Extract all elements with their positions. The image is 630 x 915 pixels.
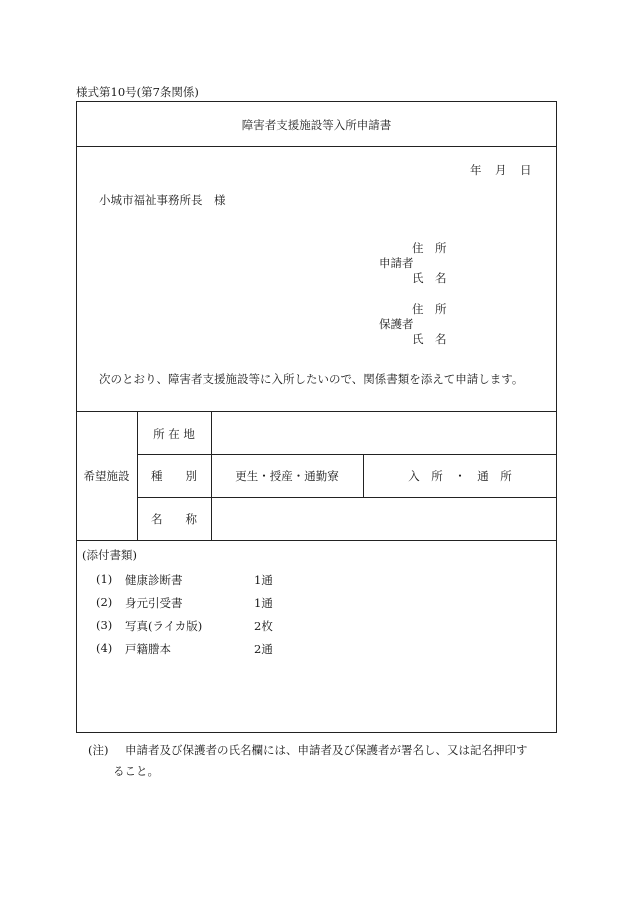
- attachment-qty: 2枚: [254, 619, 273, 633]
- facility-type-options: 更生・授産・通勤寮: [235, 469, 339, 483]
- attachment-num: (3): [96, 618, 113, 632]
- attachment-num: (2): [96, 595, 113, 609]
- facility-section-label: 希望施設: [83, 469, 130, 483]
- attachment-qty: 2通: [254, 642, 273, 656]
- facility-admission-options: 入 所 ・ 通 所: [408, 469, 512, 483]
- facility-location-label: 所 在 地: [153, 427, 195, 441]
- statement: 次のとおり、障害者支援施設等に入所したいので、関係書類を添えて申請します。: [99, 372, 524, 386]
- attachment-name: 戸籍謄本: [125, 642, 171, 656]
- title-divider: [76, 146, 557, 147]
- guardian-role: 保護者: [379, 317, 414, 331]
- attachment-qty: 1通: [254, 596, 273, 610]
- date-day: 日: [520, 163, 532, 177]
- form-number: 様式第10号(第7条関係): [76, 85, 199, 99]
- note-line-1: 申請者及び保護者の氏名欄には、申請者及び保護者が署名し、又は記名押印す: [125, 743, 528, 757]
- applicant-address-label: 住 所: [412, 241, 447, 255]
- guardian-name-label: 氏 名: [412, 332, 447, 346]
- date-month: 月: [495, 163, 507, 177]
- attachment-name: 健康診断書: [125, 573, 183, 587]
- form-title: 障害者支援施設等入所申請書: [241, 118, 392, 132]
- note-label: (注): [88, 743, 109, 757]
- applicant-name-label: 氏 名: [412, 271, 447, 285]
- facility-name-label: 名 称: [151, 512, 197, 526]
- facility-top-line: [76, 411, 557, 412]
- guardian-address-label: 住 所: [412, 302, 447, 316]
- attachment-name: 身元引受書: [125, 596, 183, 610]
- note-line-2: ること。: [113, 764, 159, 778]
- attachment-num: (4): [96, 641, 113, 655]
- facility-bottom-line: [76, 540, 557, 541]
- facility-row2-line: [137, 497, 557, 498]
- date-year: 年: [470, 163, 482, 177]
- applicant-role: 申請者: [379, 256, 414, 270]
- facility-row1-line: [137, 454, 557, 455]
- attachment-qty: 1通: [254, 573, 273, 587]
- attachment-name: 写真(ライカ版): [125, 619, 203, 633]
- facility-type-label: 種 別: [151, 469, 197, 483]
- attachments-heading: (添付書類): [82, 548, 137, 562]
- addressee: 小城市福祉事務所長 様: [99, 193, 226, 207]
- attachment-num: (1): [96, 572, 113, 586]
